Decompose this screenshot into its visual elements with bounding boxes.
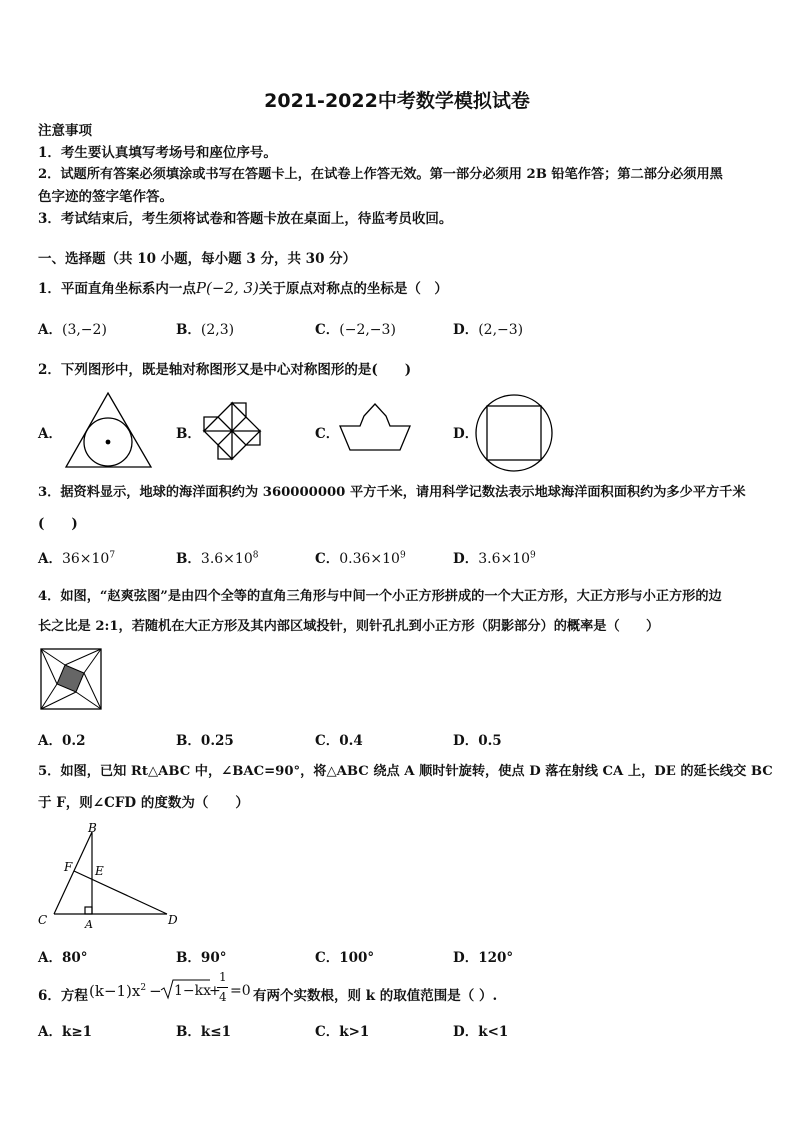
q1-post: 关于原点对称点的坐标是（ ） bbox=[258, 281, 448, 297]
question-3: 3．据资料显示，地球的海洋面积约为 360000000 平方千米，请用科学记数法表示地球海洋面积面积约为多少平方千米 bbox=[38, 485, 746, 500]
q2-figure-c[interactable] bbox=[338, 402, 412, 452]
q6-radicand: 1−kx bbox=[174, 983, 212, 999]
q6-option-b[interactable]: B．k≤1 bbox=[176, 1024, 231, 1040]
q3-option-b[interactable]: B．$3.6\times 10^8$ bbox=[176, 550, 259, 567]
q6-frac-bar bbox=[217, 987, 228, 988]
q6-option-a[interactable]: A．k≥1 bbox=[38, 1024, 93, 1040]
q6-plus: + bbox=[209, 983, 221, 999]
label-a: A bbox=[85, 918, 93, 931]
q4-option-a[interactable]: A．0.2 bbox=[38, 733, 86, 749]
q1-option-b[interactable]: B．(2,3) bbox=[176, 322, 235, 338]
question-6-post: 有两个实数根，则 k 的取值范围是（ ）. bbox=[253, 988, 498, 1004]
q2-label-d[interactable]: D． bbox=[453, 426, 479, 442]
q4-zhao-shuang-figure bbox=[40, 648, 102, 710]
q1-option-a[interactable]: A．(3,−2) bbox=[38, 322, 107, 338]
q2-label-b[interactable]: B． bbox=[176, 426, 201, 442]
notice-heading: 注意事项 bbox=[38, 123, 92, 139]
label-b: B bbox=[88, 821, 97, 835]
q3-option-c[interactable]: C．$0.36\times 10^9$ bbox=[315, 550, 406, 567]
q5-option-c[interactable]: C．100° bbox=[315, 950, 375, 966]
notice-item-2: 2．试题所有答案必须填涂或书写在答题卡上，在试卷上作答无效。第一部分必须用 2B 铅笔作答；第二部分必须用黑 bbox=[38, 167, 723, 182]
q6-frac-num: 1 bbox=[219, 970, 227, 984]
q3-option-a[interactable]: A．$36\times 10^7$ bbox=[38, 550, 116, 567]
q2-figure-d[interactable] bbox=[474, 393, 554, 473]
q2-figure-a[interactable] bbox=[64, 390, 154, 470]
question-5-line-1: 5．如图，已知 Rt△ABC 中，∠BAC=90°，将△ABC 绕点 A 顺时针旋转，使点 D 落在射线 CA 上，DE 的延长线交 BC bbox=[38, 764, 773, 779]
q6-equation-part1: $(k-1)x^2$ − bbox=[89, 982, 162, 1000]
q4-option-b[interactable]: B．0.25 bbox=[176, 733, 234, 749]
page-title: 2021-2022中考数学模拟试卷 bbox=[264, 90, 530, 112]
q1-pre: 1．平面直角坐标系内一点 bbox=[38, 281, 196, 297]
q5-option-b[interactable]: B．90° bbox=[176, 950, 227, 966]
question-3-paren: ( ) bbox=[38, 516, 78, 532]
q1-option-c[interactable]: C．(−2,−3) bbox=[315, 322, 396, 338]
question-5-line-2: 于 F，则∠CFD 的度数为（ ） bbox=[38, 795, 249, 811]
question-4-line-1: 4．如图，“赵爽弦图”是由四个全等的直角三角形与中间一个小正方形拼成的一个大正方形，大正方形与小正方形的边 bbox=[38, 589, 722, 604]
q5-option-d[interactable]: D．120° bbox=[453, 950, 514, 966]
notice-item-2-cont: 色字迹的签字笔作答。 bbox=[38, 189, 173, 205]
label-f: F bbox=[64, 860, 73, 874]
notice-item-3: 3．考试结束后，考生须将试卷和答题卡放在桌面上，待监考员收回。 bbox=[38, 211, 453, 227]
q5-option-a[interactable]: A．80° bbox=[38, 950, 88, 966]
q3-option-d[interactable]: D．$3.6\times 10^9$ bbox=[453, 550, 536, 567]
q2-label-c[interactable]: C． bbox=[315, 426, 340, 442]
q4-option-c[interactable]: C．0.4 bbox=[315, 733, 363, 749]
label-d: D bbox=[168, 913, 178, 927]
question-2: 2．下列图形中，既是轴对称图形又是中心对称图形的是( ) bbox=[38, 362, 412, 378]
label-c: C bbox=[38, 913, 48, 927]
question-1 bbox=[38, 277, 448, 297]
q1-point: P(−2, 3) bbox=[195, 279, 259, 297]
section-heading: 一、选择题（共 10 小题，每小题 3 分，共 30 分） bbox=[38, 251, 357, 267]
q5-triangle-figure bbox=[34, 818, 184, 933]
question-4-line-2: 长之比是 2:1，若随机在大正方形及其内部区域投针，则针孔扎到小正方形（阴影部分）的概率是（ ） bbox=[38, 619, 660, 634]
q6-option-d[interactable]: D．k<1 bbox=[453, 1024, 509, 1040]
q1-option-d[interactable]: D．(2,−3) bbox=[453, 322, 524, 338]
q6-option-c[interactable]: C．k>1 bbox=[315, 1024, 370, 1040]
q6-eq-tail: =0 bbox=[230, 983, 251, 999]
label-e: E bbox=[95, 864, 104, 878]
notice-item-1: 1．考生要认真填写考场号和座位序号。 bbox=[38, 145, 277, 161]
q2-label-a[interactable]: A． bbox=[38, 426, 62, 442]
question-6-pre: 6．方程 bbox=[38, 988, 88, 1004]
q6-frac-den: 4 bbox=[219, 990, 227, 1004]
q2-figure-b[interactable] bbox=[202, 401, 262, 461]
q4-option-d[interactable]: D．0.5 bbox=[453, 733, 502, 749]
